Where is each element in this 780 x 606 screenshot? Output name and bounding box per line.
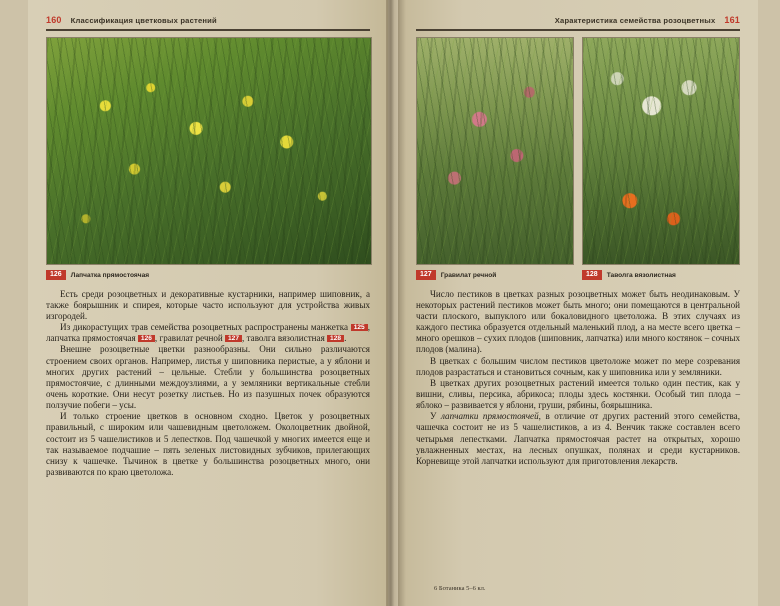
right-paragraph-3: В цветках других розоцветных растений имеется только один пестик, как у вишни, сливы, персика, абрикоса; плоды здесь костянки. Особый тип плода – яблоко – развивается у яблони, груши, рябины, боярышника. bbox=[416, 377, 740, 411]
footnote: 6 Ботаника 5–6 кл. bbox=[434, 585, 486, 592]
right-captions-row bbox=[416, 265, 740, 281]
figure-127-number: 127 bbox=[416, 270, 436, 280]
figure-126-caption-text: Лапчатка прямостоячая bbox=[70, 271, 150, 279]
book-gutter bbox=[386, 0, 400, 606]
left-page-number: 160 bbox=[46, 15, 62, 25]
left-paragraph-3: Внешне розоцветные цветки разнообразны. Они сильно различаются строением своих органов. Например, листья у шиповника перистые, а у яблони и многих других растений – цельные. Стебли у большинства розоцветных прямостоячие, с длинными междоузлиями, а у земляники вертикальные стебли очень короткие. Они несут розетку листьев. Но из пазушных почек образуются ползучие побеги – усы. bbox=[46, 344, 370, 411]
figure-127-photo bbox=[416, 37, 574, 265]
figure-127-caption-text: Гравилат речной bbox=[440, 271, 497, 279]
left-paragraph-4: И только строение цветков в основном сходно. Цветок у розоцветных правильный, с широким или чашевидным цветоложем. Околоцветник двойной, состоит из 5 чашелистиков и 5 лепестков. Под чашечкой у многих имеется еще и так называемое подчашие – пять зеленых листовидных зубчиков, прилегающих снизу к чашечке. Тычинок в цветке у большинства розоцветных много, они развиваются по краю цветоложа. bbox=[46, 411, 370, 478]
figure-128-photo bbox=[582, 37, 740, 265]
left-running-head-title: Классификация цветковых растений bbox=[70, 15, 217, 25]
photo-texture-overlay bbox=[583, 38, 739, 264]
figure-127-caption bbox=[416, 270, 574, 281]
right-paragraph-2: В цветках с большим числом пестиков цветоложе может по мере созревания плодов разрастаться и становиться сочным, как у шиповника или у земляники. bbox=[416, 355, 740, 377]
photo-texture-overlay bbox=[417, 38, 573, 264]
right-body-text bbox=[416, 289, 740, 468]
right-page-number: 161 bbox=[724, 15, 740, 25]
inline-number-125: 125 bbox=[351, 324, 368, 331]
right-running-head bbox=[416, 14, 740, 26]
right-running-head-title: Характеристика семейства розоцветных bbox=[554, 15, 716, 25]
inline-number-128: 128 bbox=[327, 335, 344, 342]
inline-number-127: 127 bbox=[225, 335, 242, 342]
right-figures-row bbox=[416, 37, 740, 265]
right-paragraph-1: Число пестиков в цветках разных розоцветных может быть неодинаковым. У некоторых растений пестиков может быть много; они помещаются в центральной части плоского, выпуклого или бокаловидного цветоложа. В этих случаях из каждого пестика образуется отдельный маленький плод, а на месте всего цветка – много орешков – сухих плодов (шиповник, лапчатка) или много костянок – сочных плодов (малина). bbox=[416, 288, 740, 355]
left-body-text bbox=[46, 289, 370, 479]
figure-126-caption bbox=[46, 270, 370, 281]
left-paragraph-2: Из дикорастущих трав семейства розоцветных распространены манжетка 125 , лапчатка прямостоячая 126 , гравилат речной 127 , таволга вязолистная 128 . bbox=[46, 322, 370, 344]
right-header-rule bbox=[416, 29, 740, 31]
italic-term-lapchatka: лапчатки прямостоячей bbox=[440, 411, 539, 422]
figure-126-photo bbox=[46, 37, 372, 265]
right-paragraph-4: У лапчатки прямостоячей, в отличие от других растений этого семейства, чашечка состоит не из 5 чашелистиков, а из 4. Венчик также составлен всего четырьмя лепестками. Лапчатка прямостоячая растет на открытых, хорошо увлажненных местах, на лесных опушках, полянах и среди кустарников. Корневище этой лапчатки используют для приготовления лекарств. bbox=[416, 411, 740, 466]
left-paragraph-1: Есть среди розоцветных и декоративные кустарники, например шиповник, а также боярышник и спирея, которые часто используют для устройства живых изгородей. bbox=[46, 288, 370, 321]
figure-126-number: 126 bbox=[46, 270, 66, 280]
figure-128-number: 128 bbox=[582, 270, 602, 280]
left-running-head bbox=[46, 14, 370, 26]
left-page bbox=[28, 0, 388, 606]
photo-texture-overlay bbox=[47, 38, 371, 264]
figure-128-caption-text: Таволга вязолистная bbox=[606, 271, 676, 279]
left-header-rule bbox=[46, 29, 370, 31]
inline-number-126: 126 bbox=[138, 335, 155, 342]
figure-128-caption bbox=[582, 270, 740, 281]
right-page bbox=[398, 0, 758, 606]
